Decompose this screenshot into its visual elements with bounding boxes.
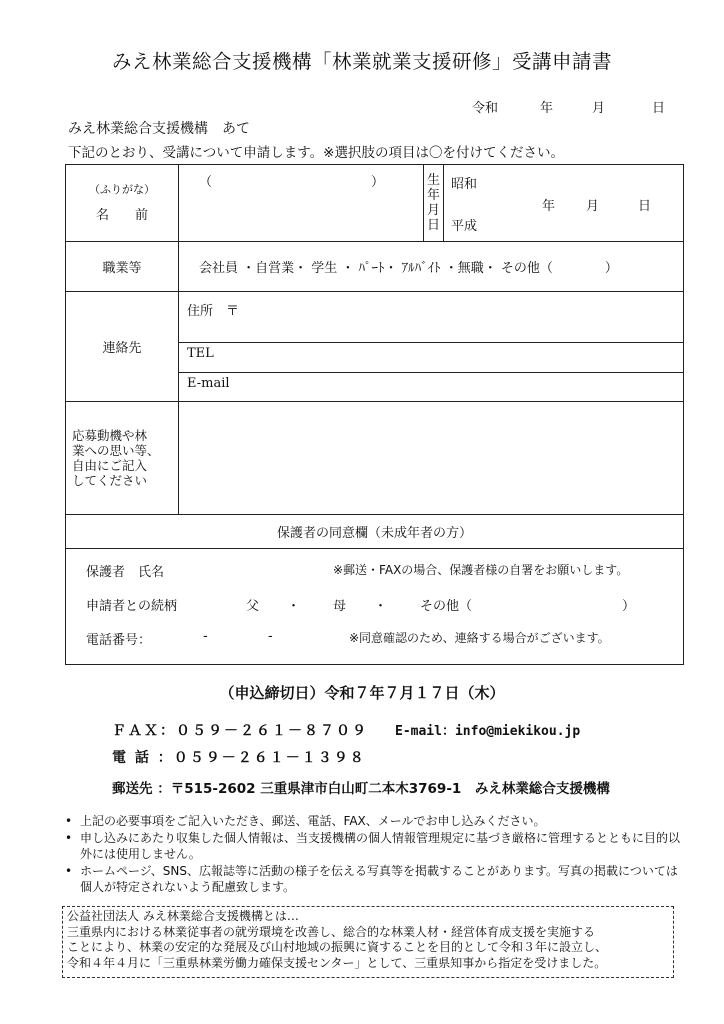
about-line: 令和４年４月に「三重県林業労働力確保支援センター」として、三重県知事から指定を受けました。: [67, 955, 607, 970]
date-era: 令和: [472, 101, 499, 116]
birth-label-2: 年: [426, 188, 440, 203]
guardian-header: 保護者の同意欄（未成年者の方）: [66, 515, 684, 549]
guardian-note: ※郵送・FAXの場合、保護者様の自署をお願いします。: [333, 563, 629, 577]
contact-fields: [179, 292, 684, 402]
guardian-section: [66, 549, 684, 665]
motivation-label: [66, 402, 179, 515]
phone-separator-2: -: [268, 629, 273, 644]
application-form: [65, 164, 684, 665]
phone-label: 電話番号：: [86, 633, 152, 648]
relation-label: 申請者との続柄: [86, 599, 178, 614]
date-day: 日: [652, 101, 666, 116]
page-title: みえ林業総合支援機構「林業就業支援研修」受講申請書: [111, 50, 612, 73]
address-label: 住所 〒: [187, 304, 240, 319]
phone-separator-1: -: [203, 629, 208, 644]
birth-label-3: 月: [426, 203, 440, 218]
phone-note: ※同意確認のため、連絡する場合がございます。: [349, 631, 610, 645]
relation-father[interactable]: 父: [246, 599, 260, 614]
contact-label: 連絡先: [66, 292, 179, 402]
note-item: • ホームページ、SNS、広報誌等に活動の様子を伝える写真等を掲載することがあります。写真の掲載については個人が特定されないよう配慮致します。: [62, 863, 682, 896]
fax-number: ＦＡＸ：０５９－２６１－８７０９: [112, 723, 368, 739]
application-date: [472, 97, 665, 116]
birth-month: 月: [586, 199, 600, 214]
name-label-cell: [66, 165, 179, 242]
addressee: みえ林業総合支援機構 あて: [68, 121, 250, 137]
name-field[interactable]: [179, 165, 424, 242]
motivation-line-3: 自由にご記入: [72, 458, 148, 473]
guardian-name-label: 保護者 氏名: [86, 565, 165, 580]
date-year: 年: [540, 101, 554, 116]
birth-day: 日: [638, 199, 652, 214]
name-label: 名 前: [95, 208, 148, 223]
birthdate-label-cell: [424, 165, 444, 242]
note-item: • 申し込みにあたり収集した個人情報は、当支援機構の個人情報管理規定に基づき厳格に管理するとともに目的以外には使用しません。: [62, 830, 682, 863]
about-organization: [62, 906, 674, 978]
deadline: （申込締切日）令和７年７月１７日（木）: [219, 684, 505, 702]
about-heading: 公益社団法人 みえ林業総合支援機構とは…: [67, 909, 299, 923]
tel-divider: [179, 372, 683, 373]
relation-separator-2: ・: [374, 599, 388, 614]
relation-separator-1: ・: [287, 599, 301, 614]
email-address[interactable]: E-mail：info@miekikou.jp: [395, 724, 581, 739]
address-divider: [179, 342, 683, 343]
furigana-paren-close: ）: [371, 175, 385, 190]
note-item: • 上記の必要事項をご記入いただき、郵送、電話、FAX、メールでお申し込みください。: [62, 813, 682, 830]
birth-label-1: 生: [426, 173, 440, 188]
tel-label: TEL: [187, 346, 214, 361]
furigana-label: （ふりがな）: [89, 183, 155, 196]
motivation-line-1: 応募動機や林: [72, 428, 148, 443]
date-month: 月: [592, 101, 606, 116]
occupation-options[interactable]: 会社員 ・自営業・ 学生 ・ ﾊﾟｰﾄ・ ｱﾙﾊﾞｲﾄ ・無職・ その他（ ）: [179, 242, 684, 292]
birthdate-field[interactable]: [444, 165, 684, 242]
relation-other[interactable]: その他（: [420, 599, 473, 614]
relation-other-close: ）: [622, 599, 636, 614]
furigana-paren-open: （: [199, 175, 213, 190]
intro-text: 下記のとおり、受講について申請します。※選択肢の項目は〇を付けてください。: [68, 145, 564, 161]
mailing-address: 郵送先 ：〒515-2602 三重県津市白山町二本木3769-1 みえ林業総合支援機構: [112, 781, 610, 797]
occupation-label: 職業等: [66, 242, 179, 292]
motivation-line-2: 業への思い等、: [72, 443, 160, 458]
email-label: E-mail: [187, 376, 230, 391]
relation-mother[interactable]: 母: [333, 599, 347, 614]
birth-year: 年: [542, 199, 556, 214]
about-line: 三重県内における林業従事者の就労環境を改善し、総合的な林業人材・経営体育成支援を実施する: [67, 924, 596, 939]
motivation-field[interactable]: [179, 402, 684, 515]
phone-number: 電 話 ：０５９－２６１－１３９８: [112, 750, 366, 766]
notes-list: [62, 813, 682, 896]
era-showa[interactable]: 昭和: [451, 177, 478, 192]
era-heisei[interactable]: 平成: [451, 219, 478, 234]
birth-label-4: 日: [426, 218, 440, 233]
about-line: ことにより、林業の安定的な発展及び山村地域の振興に資することを目的として令和３年に設立し、: [67, 940, 608, 954]
motivation-line-4: してください: [72, 473, 148, 488]
